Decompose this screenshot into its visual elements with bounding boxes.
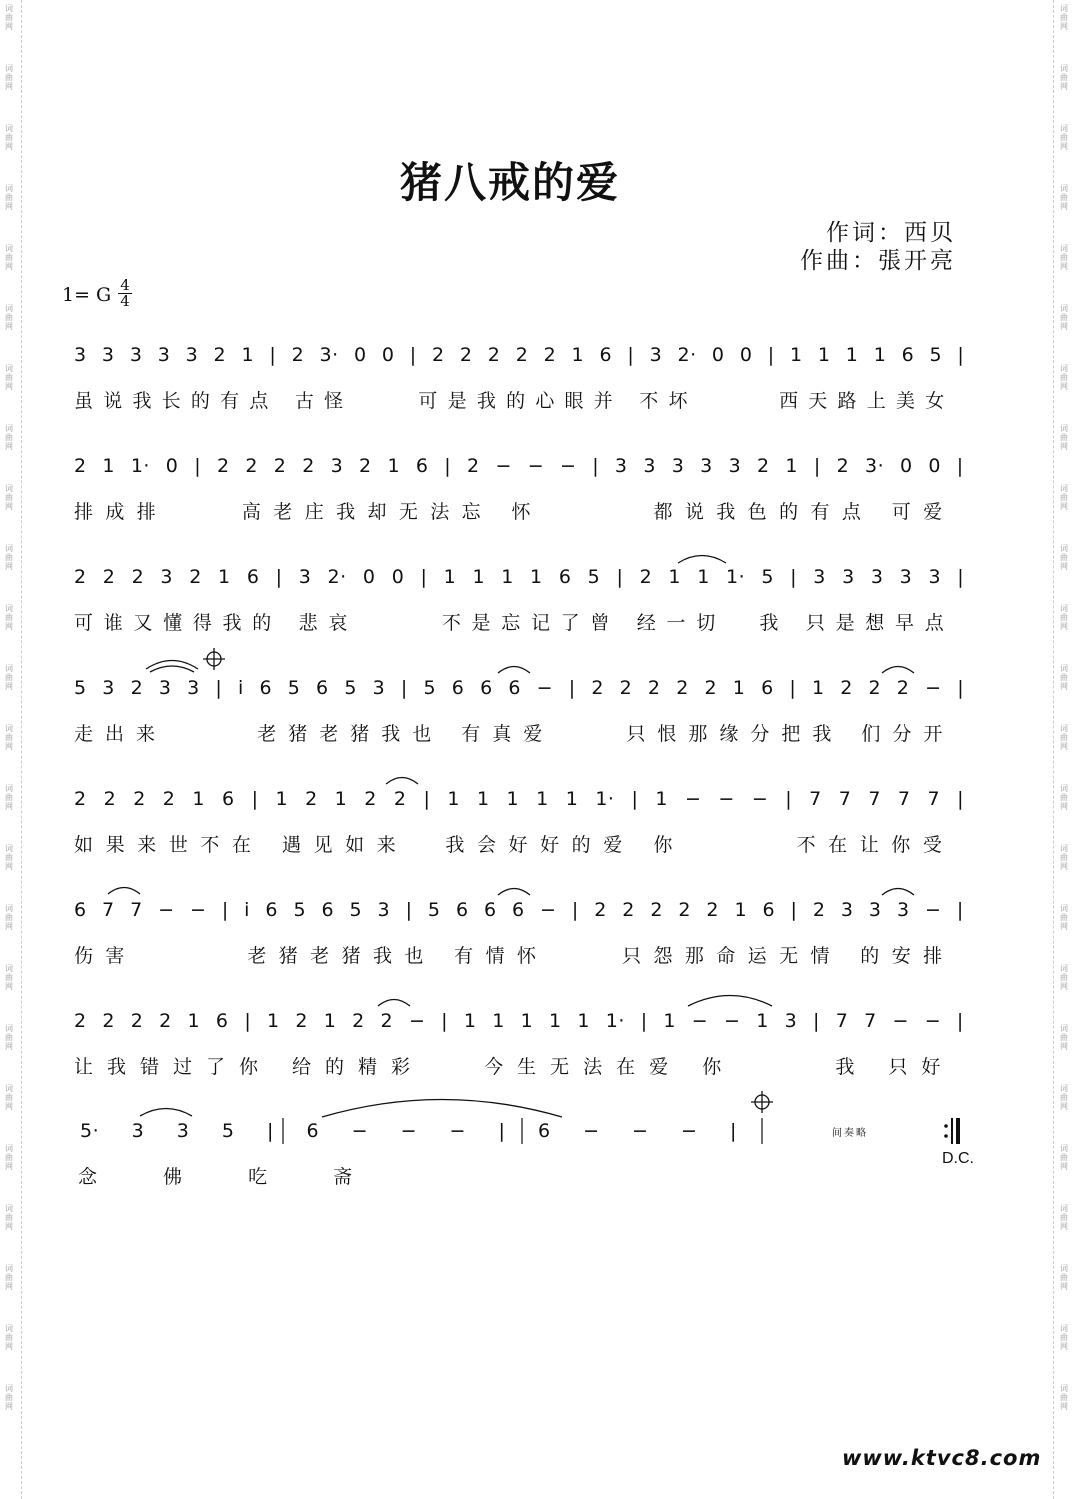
watermark-mark: 词 曲 网: [1060, 364, 1068, 391]
slur-mark: [146, 661, 198, 670]
watermark-mark: 词 曲 网: [1060, 184, 1068, 211]
watermark-mark: 词 曲 网: [5, 544, 13, 571]
watermark-mark: 词 曲 网: [1060, 724, 1068, 751]
interlude-note: 间奏略: [832, 1128, 868, 1139]
lyrics-line-6: 伤害 老猪老猪我也 有情怀 只怨那命运无情 的安排: [74, 945, 955, 967]
repeat-dot: [944, 1124, 948, 1128]
watermark-mark: 词 曲 网: [1060, 1264, 1068, 1291]
watermark-mark: 词 曲 网: [1060, 124, 1068, 151]
slur-mark: [678, 556, 726, 564]
lyrics-line-1: 虽说我长的有点 古怪 可是我的心眼并 不坏 西天路上美女: [74, 390, 955, 412]
watermark-mark: 词 曲 网: [5, 604, 13, 631]
watermark-mark: 词 曲 网: [5, 424, 13, 451]
watermark-mark: 词 曲 网: [5, 244, 13, 271]
watermark-mark: 词 曲 网: [1060, 424, 1068, 451]
watermark-mark: 词 曲 网: [1060, 844, 1068, 871]
lyricist-credit: 作词：西贝: [826, 220, 956, 246]
watermark-mark: 词 曲 网: [1060, 1384, 1068, 1411]
watermark-mark: 词 曲 网: [5, 304, 13, 331]
watermark-mark: 词 曲 网: [5, 784, 13, 811]
site-watermark: [842, 1446, 1041, 1470]
watermark-mark: 词 曲 网: [5, 1204, 13, 1231]
repeat-bar-thin: [951, 1118, 953, 1144]
key-signature: 1= G: [62, 284, 112, 306]
notation-line-4: 5 3 2 3 3 | i 6 5 6 5 3 | 5 6 6 6 − | 2 2 2 2 2 1 6 | 1 2 2 2 − |: [74, 677, 965, 699]
watermark-mark: 词 曲 网: [5, 484, 13, 511]
watermark-mark: 词 曲 网: [5, 1324, 13, 1351]
watermark-mark: 词 曲 网: [1060, 604, 1068, 631]
notation-line-1: 3 3 3 3 3 2 1 | 2 3· 0 0 | 2 2 2 2 2 1 6 | 3 2· 0 0 | 1 1 1 1 6 5 |: [74, 344, 965, 366]
watermark-mark: 词 曲 网: [1060, 4, 1068, 31]
notation-line-3: 2 2 2 3 2 1 6 | 3 2· 0 0 | 1 1 1 1 6 5 | 2 1 1 1· 5 | 3 3 3 3 3 |: [74, 566, 965, 588]
song-title: 猪八戒的爱: [399, 158, 620, 207]
repeat-dot: [944, 1134, 948, 1138]
da-capo-mark: D.C.: [942, 1150, 974, 1167]
slur-mark: [386, 778, 418, 785]
watermark-mark: 词 曲 网: [5, 844, 13, 871]
slur-mark: [498, 667, 530, 674]
watermark-mark: 词 曲 网: [5, 964, 13, 991]
watermark-mark: 词 曲 网: [5, 1144, 13, 1171]
slur-mark: [882, 667, 914, 674]
watermark-mark: 词 曲 网: [1060, 1084, 1068, 1111]
watermark-mark: 词 曲 网: [1060, 904, 1068, 931]
watermark-mark: 词 曲 网: [5, 724, 13, 751]
watermark-mark: 词 曲 网: [1060, 664, 1068, 691]
watermark-mark: 词 曲 网: [5, 64, 13, 91]
slur-mark: [882, 889, 914, 896]
notation-line-7: 2 2 2 2 1 6 | 1 2 1 2 2 − | 1 1 1 1 1 1· | 1 − − 1 3 | 7 7 − − |: [74, 1010, 964, 1032]
slur-mark: [322, 1100, 562, 1118]
slur-mark: [688, 996, 772, 1007]
notation-line-5: 2 2 2 2 1 6 | 1 2 1 2 2 | 1 1 1 1 1 1· | 1 − − − | 7 7 7 7 7 |: [74, 788, 965, 810]
watermark-mark: 词 曲 网: [1060, 484, 1068, 511]
watermark-mark: 词 曲 网: [5, 184, 13, 211]
watermark-mark: 词 曲 网: [1060, 784, 1068, 811]
time-signature-top: 4: [120, 276, 130, 294]
watermark-mark: 词 曲 网: [5, 364, 13, 391]
watermark-mark: 词 曲 网: [1060, 1204, 1068, 1231]
notation-line-8: 5· 3 3 5 | 6 − − − | 6 − − − |: [80, 1120, 737, 1142]
repeat-bar-thick: [956, 1118, 960, 1144]
watermark-mark: 词 曲 网: [1060, 1024, 1068, 1051]
watermark-mark: 词 曲 网: [5, 4, 13, 31]
watermark-mark: 词 曲 网: [5, 1384, 13, 1411]
watermark-mark: 词 曲 网: [1060, 64, 1068, 91]
lyrics-line-2: 排成排 高老庄我却无法忘 怀 都说我色的有点 可爱: [74, 501, 955, 523]
watermark-mark: 词 曲 网: [1060, 1144, 1068, 1171]
watermark-mark: 词 曲 网: [5, 664, 13, 691]
slur-mark: [108, 888, 140, 895]
watermark-mark: 词 曲 网: [5, 1024, 13, 1051]
lyrics-line-4: 走出来 老猪老猪我也 有真爱 只恨那缘分把我 们分开: [74, 723, 955, 745]
watermark-mark: 词 曲 网: [1060, 544, 1068, 571]
watermark-mark: 词 曲 网: [5, 124, 13, 151]
lyrics-line-8: 念 佛 吃 斋: [78, 1166, 354, 1188]
slur-mark: [140, 1109, 192, 1117]
slur-mark: [378, 1000, 410, 1007]
watermark-mark: 词 曲 网: [5, 1084, 13, 1111]
time-signature-bottom: 4: [120, 292, 130, 310]
lyrics-line-7: 让我错过了你 给的精彩 今生无法在爱 你 我 只好: [74, 1056, 955, 1078]
watermark-mark: 词 曲 网: [5, 1264, 13, 1291]
watermark-mark: 词 曲 网: [1060, 964, 1068, 991]
watermark-mark: 词 曲 网: [1060, 304, 1068, 331]
slur-mark: [498, 889, 530, 896]
composer-credit: 作曲：張开亮: [800, 248, 956, 274]
notation-line-2: 2 1 1· 0 | 2 2 2 2 3 2 1 6 | 2 − − − | 3 3 3 3 3 2 1 | 2 3· 0 0 |: [74, 455, 964, 477]
slur-mark: [150, 666, 194, 672]
lyrics-line-3: 可谁又懂得我的 悲哀 不是忘记了曾 经一切 我 只是想早点: [74, 612, 955, 634]
watermark-mark: 词 曲 网: [1060, 1324, 1068, 1351]
watermark-mark: 词 曲 网: [5, 904, 13, 931]
notation-line-6: 6 7 7 − − | i 6 5 6 5 3 | 5 6 6 6 − | 2 2 2 2 2 1 6 | 2 3 3 3 − |: [74, 899, 964, 921]
site-url: www.ktvc8.com: [842, 1446, 1042, 1470]
lyrics-line-5: 如果来世不在 遇见如来 我会好好的爱 你 不在让你受: [74, 834, 955, 856]
watermark-mark: 词 曲 网: [1060, 244, 1068, 271]
